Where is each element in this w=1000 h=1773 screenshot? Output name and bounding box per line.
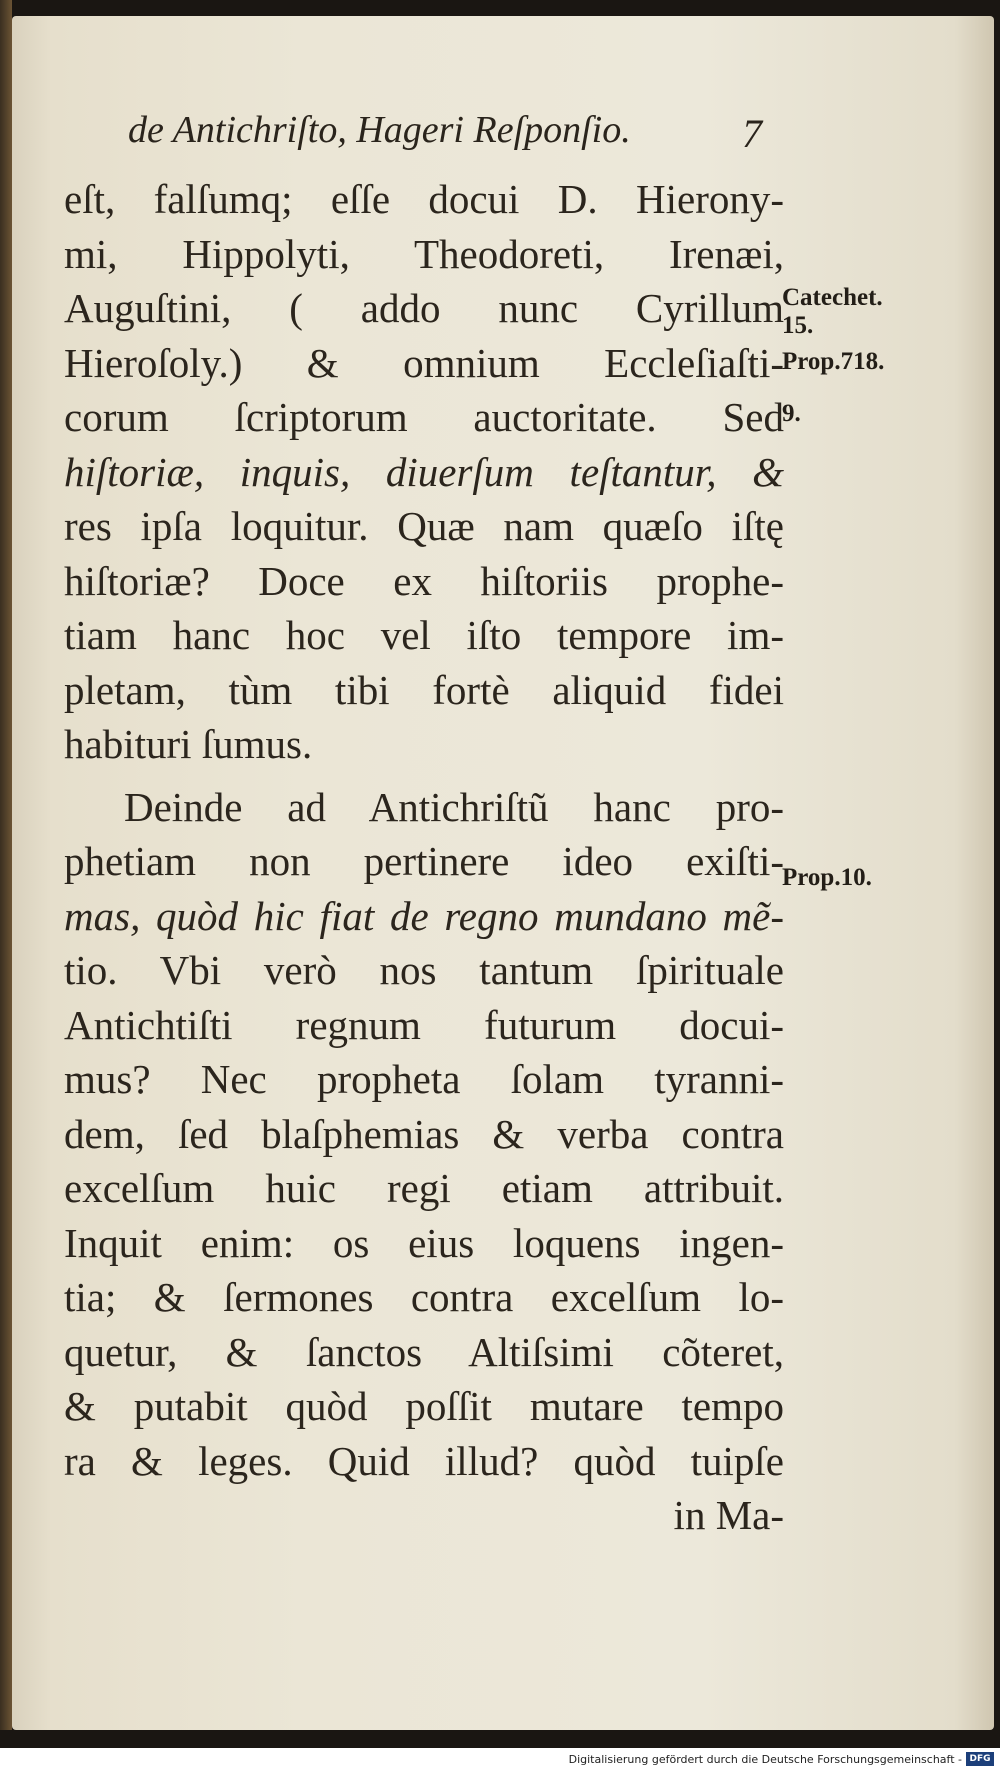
margin-note: Prop.10. bbox=[782, 864, 872, 891]
dfg-logo-icon: DFG bbox=[966, 1752, 994, 1766]
text-line: pletam, tùm tibi fortè aliquid fidei bbox=[64, 666, 784, 713]
text-line: dem, ſed blaſphemias & verba contra bbox=[64, 1110, 784, 1157]
page-number: 7 bbox=[742, 111, 762, 156]
text-line: phetiam non pertinere ideo exiſti- bbox=[64, 838, 784, 884]
text-line: hiſtoriæ? Doce ex hiſtoriis prophe- bbox=[64, 557, 784, 604]
text-line: mi, Hippolyti, Theodoreti, Irenæi, bbox=[64, 230, 784, 277]
footer-credit: Digitalisierung gefördert durch die Deutsche Forschungsgemeinschaft - bbox=[568, 1753, 962, 1766]
text-line: excelſum huic regi etiam attribuit. bbox=[64, 1165, 784, 1211]
text-line: habituri ſumus. bbox=[64, 721, 313, 767]
text-line: hiſtoriæ, inquis, diuerſum teſtantur, & bbox=[64, 448, 784, 495]
text-line: tio. Vbi verò nos tantum ſpirituale bbox=[64, 947, 784, 993]
text-line: corum ſcriptorum auctoritate. Sed bbox=[64, 394, 784, 440]
text-line: tia; & ſermones contra excelſum lo- bbox=[64, 1274, 784, 1320]
text-line: & putabit quòd poſſit mutare tempo bbox=[64, 1383, 784, 1429]
body-text bbox=[64, 172, 784, 1543]
text-line: Inquit enim: os eius loquens ingen- bbox=[64, 1219, 784, 1266]
text-line: Auguſtini, ( addo nunc Cyrillum bbox=[64, 285, 784, 331]
text-line: mas, quòd hic fiat de regno mundano mẽ- bbox=[64, 892, 784, 939]
text-line: ra & leges. Quid illud? quòd tuipſe bbox=[64, 1437, 784, 1484]
text-line: mus? Nec propheta ſolam tyranni- bbox=[64, 1056, 784, 1102]
running-head: de Antichriſto, Hageri Reſponſio. bbox=[128, 109, 631, 151]
margin-note: 15. bbox=[782, 312, 814, 339]
margin-note: 9. bbox=[782, 400, 801, 427]
text-line: Deinde ad Antichriſtũ hanc pro- bbox=[124, 783, 784, 830]
text-line: quetur, & ſanctos Altiſsimi cõteret, bbox=[64, 1328, 784, 1375]
text-line: eſt, falſumq; eſſe docui D. Hierony- bbox=[64, 176, 784, 222]
text-line: Antichtiſti regnum futurum docui- bbox=[64, 1001, 784, 1048]
book-binding-edge bbox=[0, 0, 12, 1730]
margin-note: Prop.718. bbox=[782, 348, 885, 375]
text-line: res ipſa loquitur. Quæ nam quæſo iſtę bbox=[64, 503, 784, 549]
margin-note: Catechet. bbox=[782, 284, 883, 311]
text-line: Hieroſoly.) & omnium Eccleſiaſti- bbox=[64, 339, 784, 386]
catchword: in Ma- bbox=[673, 1492, 784, 1538]
text-line: tiam hanc hoc vel iſto tempore im- bbox=[64, 612, 784, 658]
